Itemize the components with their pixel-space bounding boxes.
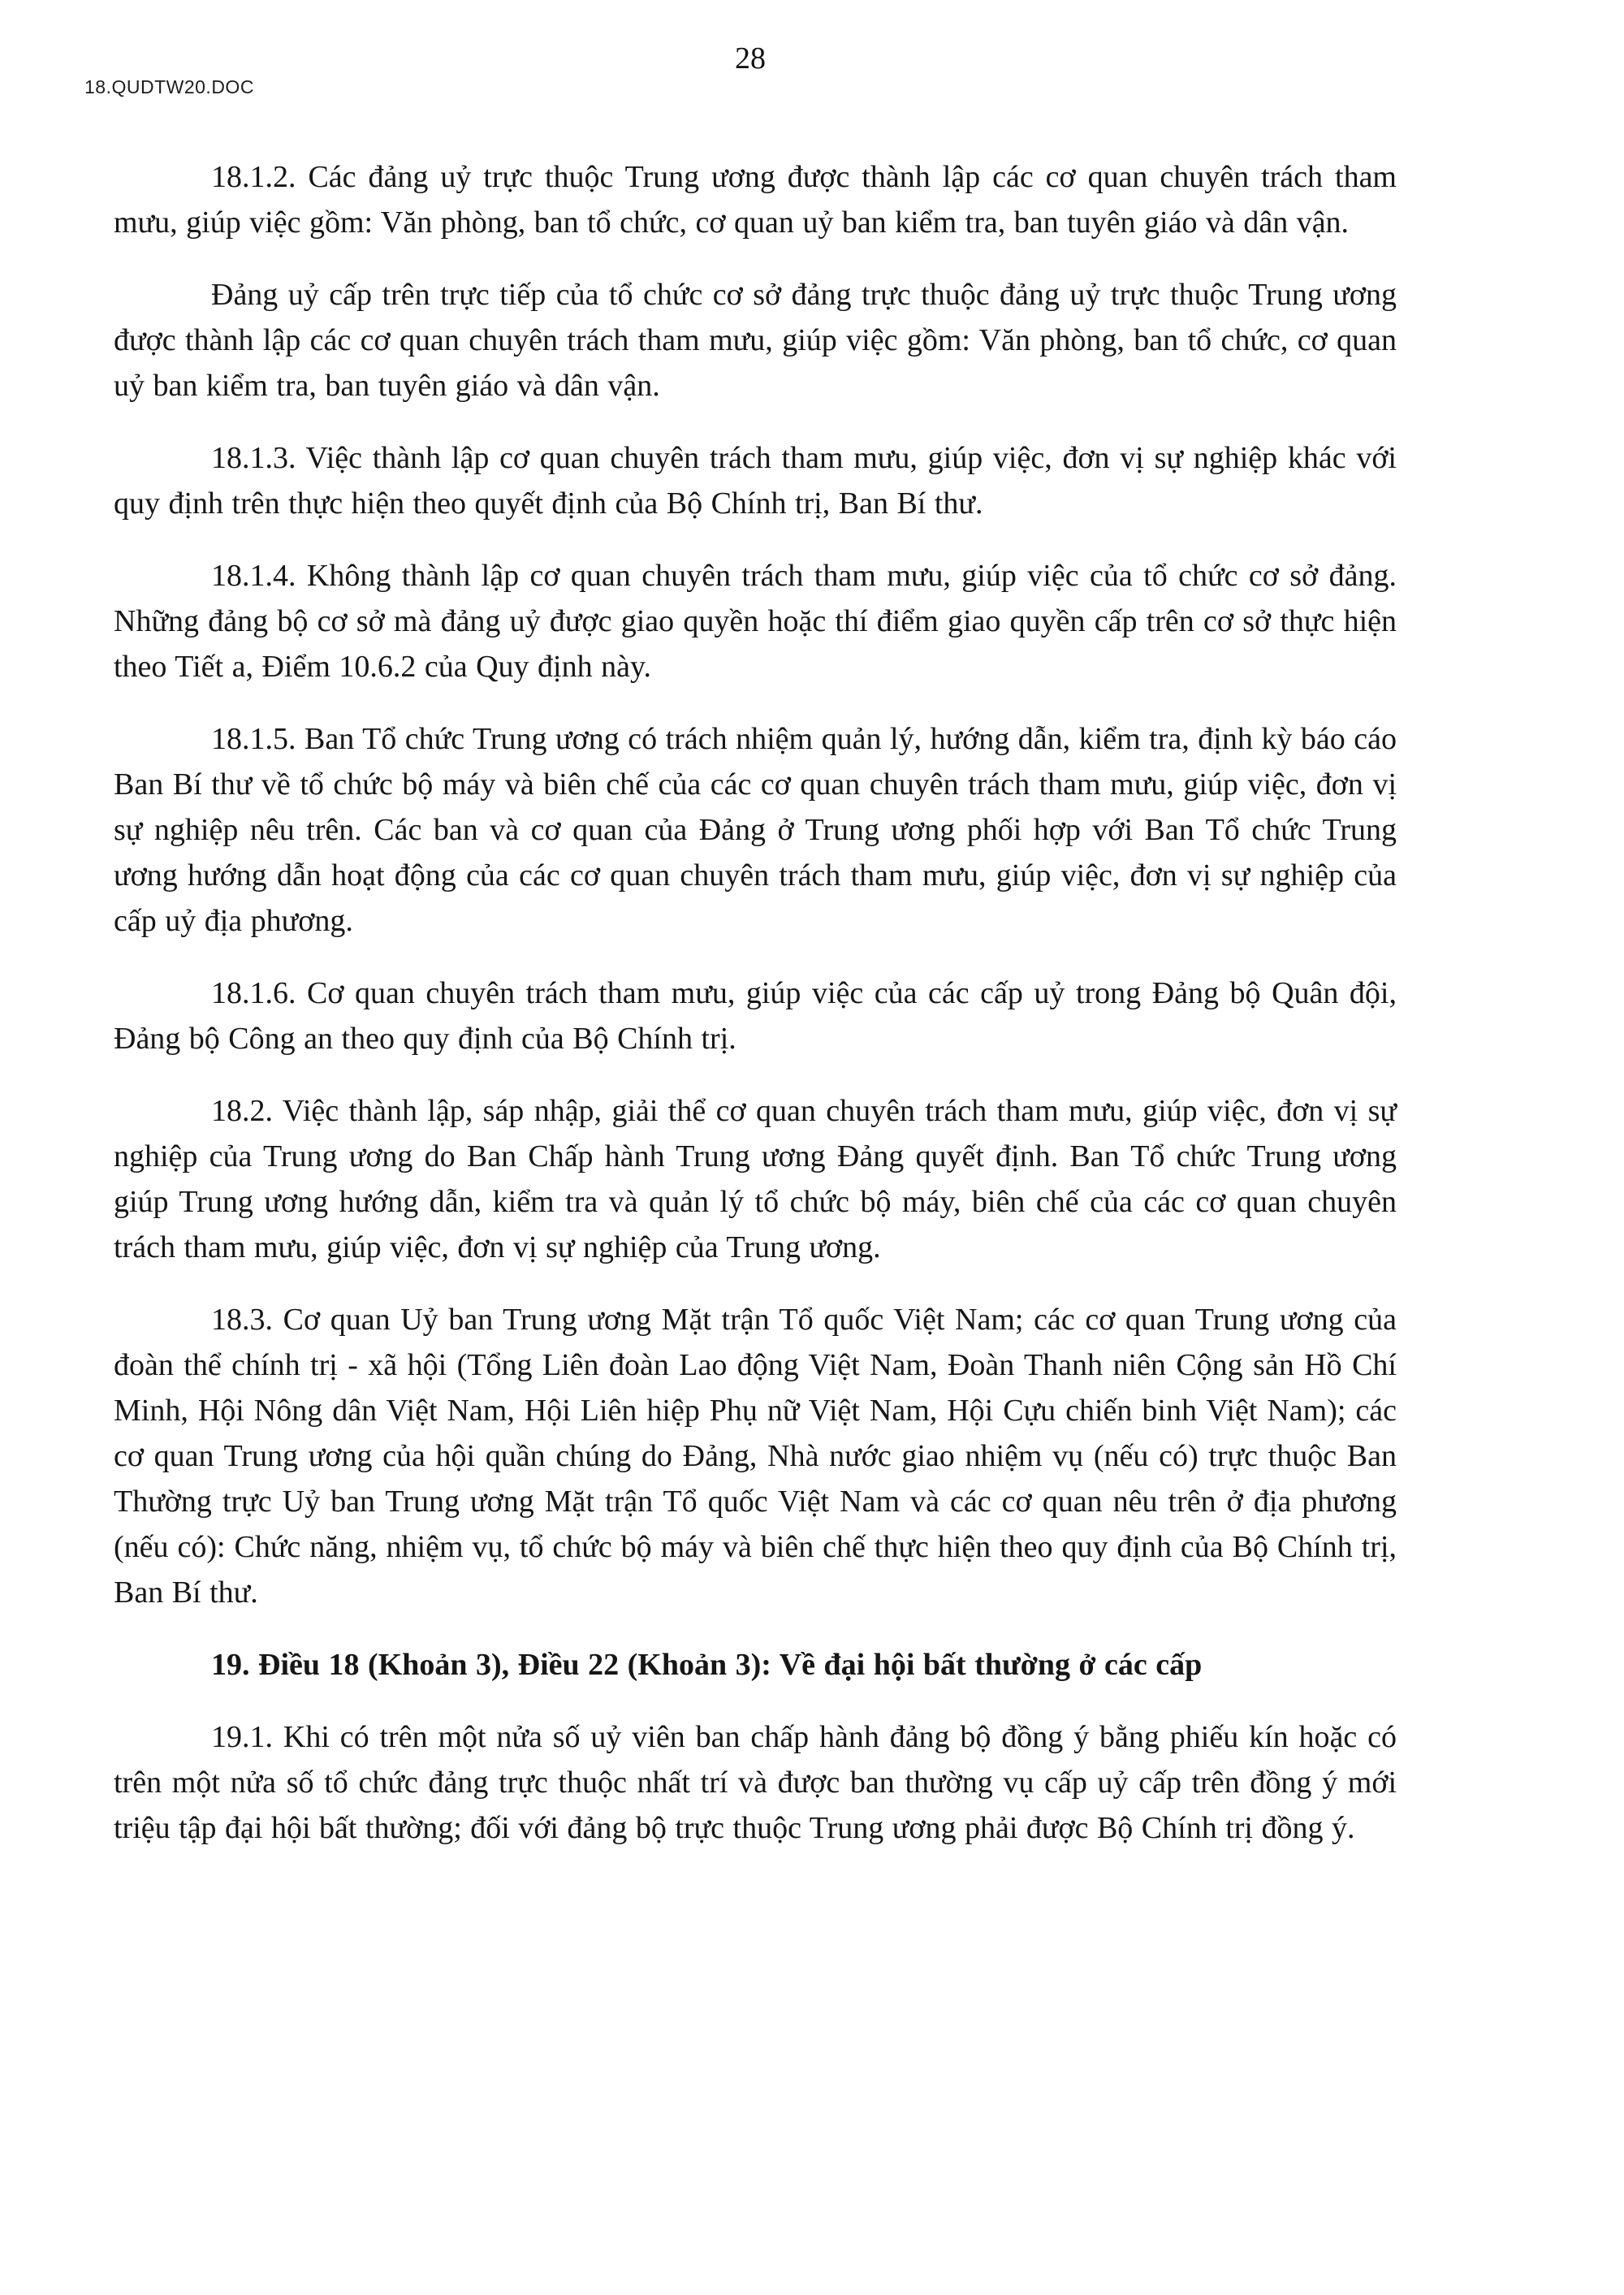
page-number: 28	[735, 41, 766, 76]
paragraph: 18.2. Việc thành lập, sáp nhập, giải thể cơ quan chuyên trách tham mưu, giúp việc, đơn vị sự nghiệp của Trung ương do Ban Chấp hành Trung ương Đảng quyết định. Ban Tổ chức Trung ương giúp Trung ương hướng dẫn, kiểm tra và quản lý tổ chức bộ máy, biên chế của các cơ quan chuyên trách tham mưu, giúp việc, đơn vị sự nghiệp của Trung ương.	[114, 1094, 1397, 1264]
paragraph: 18.3. Cơ quan Uỷ ban Trung ương Mặt trận Tổ quốc Việt Nam; các cơ quan Trung ương của đoàn thể chính trị - xã hội (Tổng Liên đoàn Lao động Việt Nam, Đoàn Thanh niên Cộng sản Hồ Chí Minh, Hội Nông dân Việt Nam, Hội Liên hiệp Phụ nữ Việt Nam, Hội Cựu chiến binh Việt Nam); các cơ quan Trung ương của hội quần chúng do Đảng, Nhà nước giao nhiệm vụ (nếu có) trực thuộc Ban Thường trực Uỷ ban Trung ương Mặt trận Tổ quốc Việt Nam và các cơ quan nêu trên ở địa phương (nếu có): Chức năng, nhiệm vụ, tổ chức bộ máy và biên chế thực hiện theo quy định của Bộ Chính trị, Ban Bí thư.	[114, 1303, 1397, 1610]
section-heading: 19. Điều 18 (Khoản 3), Điều 22 (Khoản 3): Về đại hội bất thường ở các cấp	[211, 1648, 1203, 1682]
paragraph: 18.1.4. Không thành lập cơ quan chuyên trách tham mưu, giúp việc của tổ chức cơ sở đảng. Những đảng bộ cơ sở mà đảng uỷ được giao quyền hoặc thí điểm giao quyền cấp trên cơ sở thực hiện theo Tiết a, Điểm 10.6.2 của Quy định này.	[114, 559, 1397, 684]
paragraph: 18.1.5. Ban Tổ chức Trung ương có trách nhiệm quản lý, hướng dẫn, kiểm tra, định kỳ báo cáo Ban Bí thư về tổ chức bộ máy và biên chế của các cơ quan chuyên trách tham mưu, giúp việc, đơn vị sự nghiệp nêu trên. Các ban và cơ quan của Đảng ở Trung ương phối hợp với Ban Tổ chức Trung ương hướng dẫn hoạt động của các cơ quan chuyên trách tham mưu, giúp việc, đơn vị sự nghiệp của cấp uỷ địa phương.	[114, 722, 1397, 938]
paragraph: Đảng uỷ cấp trên trực tiếp của tổ chức cơ sở đảng trực thuộc đảng uỷ trực thuộc Trung ương được thành lập các cơ quan chuyên trách tham mưu, giúp việc gồm: Văn phòng, ban tổ chức, cơ quan uỷ ban kiểm tra, ban tuyên giáo và dân vận.	[114, 278, 1397, 403]
paragraph: 18.1.6. Cơ quan chuyên trách tham mưu, giúp việc của các cấp uỷ trong Đảng bộ Quân đội, Đảng bộ Công an theo quy định của Bộ Chính trị.	[114, 976, 1397, 1056]
doc-filename: 18.QUDTW20.DOC	[84, 76, 254, 97]
paragraph: 18.1.3. Việc thành lập cơ quan chuyên trách tham mưu, giúp việc, đơn vị sự nghiệp khác với quy định trên thực hiện theo quyết định của Bộ Chính trị, Ban Bí thư.	[114, 441, 1397, 521]
document-body	[114, 154, 1397, 1878]
paragraph: 18.1.2. Các đảng uỷ trực thuộc Trung ương được thành lập các cơ quan chuyên trách tham mưu, giúp việc gồm: Văn phòng, ban tổ chức, cơ quan uỷ ban kiểm tra, ban tuyên giáo và dân vận.	[114, 160, 1397, 240]
paragraph: 19.1. Khi có trên một nửa số uỷ viên ban chấp hành đảng bộ đồng ý bằng phiếu kín hoặc có trên một nửa số tổ chức đảng trực thuộc nhất trí và được ban thường vụ cấp uỷ cấp trên đồng ý mới triệu tập đại hội bất thường; đối với đảng bộ trực thuộc Trung ương phải được Bộ Chính trị đồng ý.	[114, 1720, 1397, 1845]
